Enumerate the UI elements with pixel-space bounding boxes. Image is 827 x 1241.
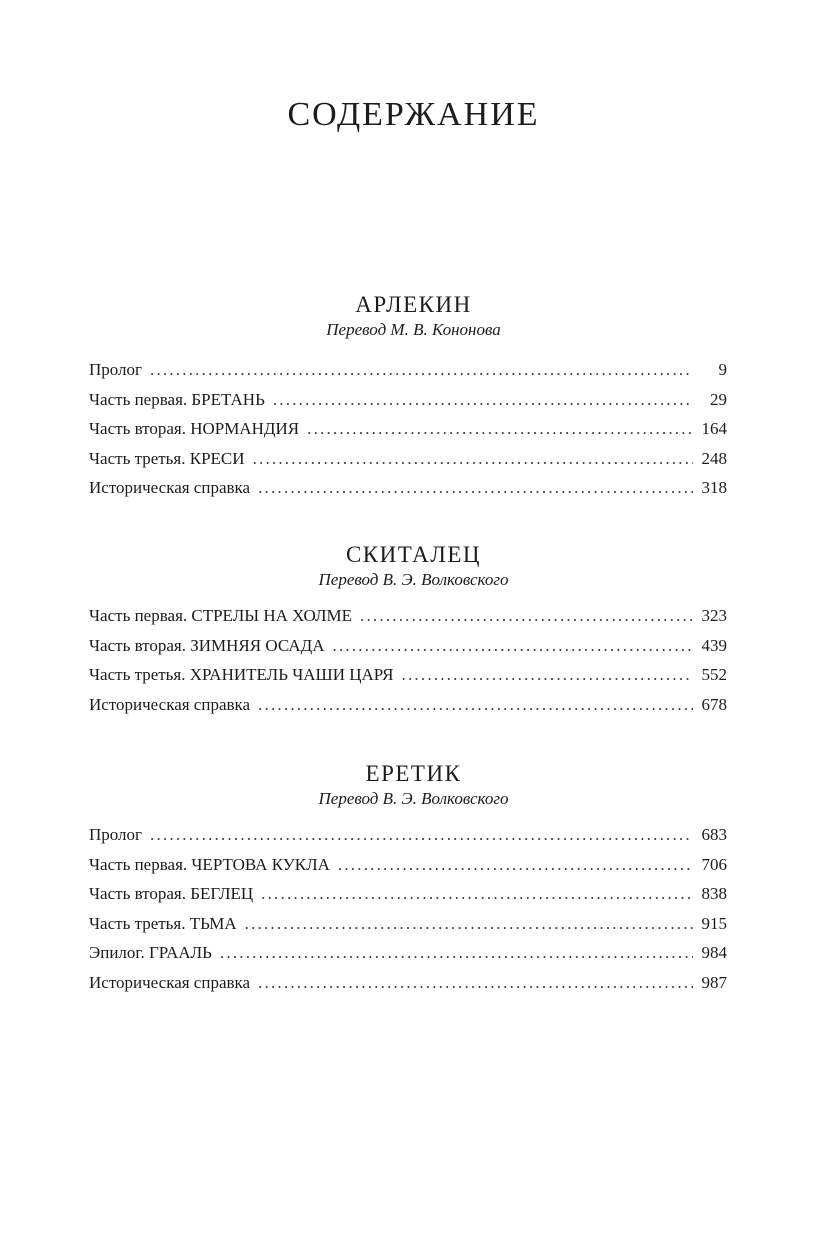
dot-leader xyxy=(258,973,693,993)
dot-leader xyxy=(402,665,693,685)
dot-leader xyxy=(150,360,693,380)
toc-entry xyxy=(89,636,727,666)
entry-page: 29 xyxy=(710,389,727,409)
book-title: ЕРЕТИК xyxy=(365,761,462,786)
book-translator: Перевод М. В. Кононова xyxy=(326,320,501,339)
toc-entry xyxy=(89,914,727,944)
entry-label: Часть первая. СТРЕЛЫ НА ХОЛМЕ xyxy=(89,606,353,625)
dot-leader xyxy=(253,449,693,469)
entry-page: 9 xyxy=(718,360,727,379)
entry-label: Пролог xyxy=(89,825,143,844)
toc-entry xyxy=(89,606,727,636)
toc-entry xyxy=(89,665,727,695)
entry-page: 838 xyxy=(701,884,727,904)
dot-leader xyxy=(258,478,693,498)
toc-entry xyxy=(89,449,727,479)
dot-leader xyxy=(273,390,693,410)
entry-label: Часть третья. ХРАНИТЕЛЬ ЧАШИ ЦАРЯ xyxy=(89,665,394,685)
entry-label: Часть третья. ТЬМА xyxy=(89,913,237,933)
entry-label: Пролог xyxy=(89,360,143,379)
entry-page: 706 xyxy=(701,854,727,874)
toc-entry xyxy=(89,390,727,420)
entry-label: Часть вторая. ЗИМНЯЯ ОСАДА xyxy=(89,635,325,655)
entry-label: Историческая справка xyxy=(89,972,251,992)
toc-entry xyxy=(89,478,727,508)
dot-leader xyxy=(150,825,693,845)
entry-page: 678 xyxy=(701,694,727,714)
toc-entry xyxy=(89,419,727,449)
dot-leader xyxy=(307,419,693,439)
toc-list xyxy=(89,360,727,508)
entry-label: Часть первая. БРЕТАНЬ xyxy=(89,389,265,409)
toc-entry xyxy=(89,695,727,725)
entry-page: 164 xyxy=(701,419,727,439)
book-translator: Перевод В. Э. Волковского xyxy=(318,789,509,808)
entry-label: Часть третья. КРЕСИ xyxy=(89,448,245,468)
dot-leader xyxy=(360,606,693,626)
entry-page: 323 xyxy=(701,606,727,625)
toc-list xyxy=(89,825,727,1003)
entry-label: Историческая справка xyxy=(89,694,251,714)
toc-entry xyxy=(89,360,727,390)
entry-page: 984 xyxy=(701,943,727,963)
dot-leader xyxy=(220,943,693,963)
toc-list xyxy=(89,606,727,724)
entry-label: Часть первая. ЧЕРТОВА КУКЛА xyxy=(89,854,330,874)
entry-label: Часть вторая. НОРМАНДИЯ xyxy=(89,419,300,439)
dot-leader xyxy=(333,636,694,656)
entry-label: Часть вторая. БЕГЛЕЦ xyxy=(89,884,254,904)
entry-page: 439 xyxy=(701,635,727,655)
book-title: АРЛЕКИН xyxy=(355,292,472,317)
entry-page: 552 xyxy=(701,665,727,685)
book-translator: Перевод В. Э. Волковского xyxy=(318,570,509,589)
toc-entry xyxy=(89,825,727,855)
entry-label: Историческая справка xyxy=(89,478,251,498)
entry-page: 915 xyxy=(701,913,727,933)
entry-page: 987 xyxy=(701,972,727,992)
entry-page: 248 xyxy=(701,448,727,468)
dot-leader xyxy=(245,914,693,934)
dot-leader xyxy=(338,855,693,875)
page-title: СОДЕРЖАНИЕ xyxy=(287,96,540,133)
entry-page: 318 xyxy=(701,478,727,498)
toc-entry xyxy=(89,855,727,885)
dot-leader xyxy=(261,884,693,904)
book-section-arlekin xyxy=(0,291,827,341)
dot-leader xyxy=(258,695,693,715)
book-title: СКИТАЛЕЦ xyxy=(345,542,482,567)
entry-label: Эпилог. ГРААЛЬ xyxy=(89,943,212,963)
toc-entry xyxy=(89,884,727,914)
toc-entry xyxy=(89,973,727,1003)
book-section-skitalets xyxy=(0,541,827,591)
toc-entry xyxy=(89,943,727,973)
entry-page: 683 xyxy=(701,825,727,844)
book-section-eretik xyxy=(0,760,827,810)
